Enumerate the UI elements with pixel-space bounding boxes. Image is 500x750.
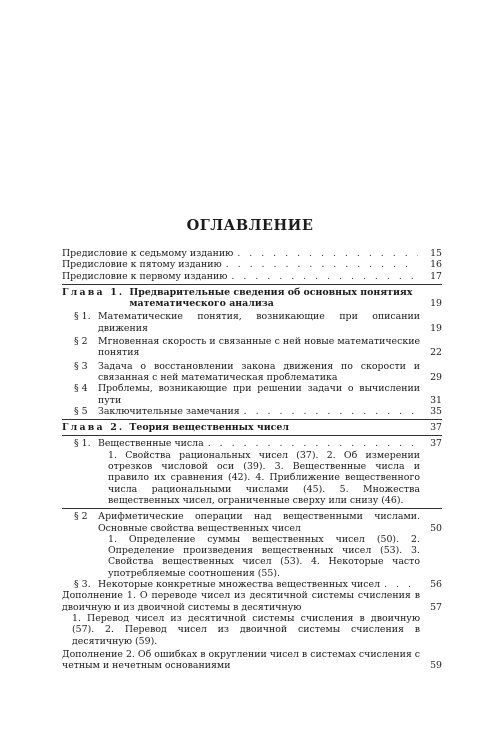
table-of-contents <box>62 248 442 671</box>
chapter-label: Глава 1. <box>62 286 125 298</box>
section-number: § 2 <box>74 511 88 523</box>
section-number: § 2 <box>74 336 88 348</box>
subsection-list: 1. Перевод чисел из десятичной системы счисления в двоичную (57). 2. Перевод чисел из двоичной системы счисления в десятичную (59). <box>72 612 420 647</box>
page-number: 19 <box>430 322 442 334</box>
section-title: Арифметические операции над вещественными числами. Основные свойства вещественных чисел <box>98 511 420 534</box>
appendix-text: Дополнение 1. О переводе чисел из десятичной системы счисления в двоичную и из двоичной системы в десятичную <box>62 590 420 613</box>
page-number: 29 <box>430 371 442 383</box>
page-number: 56 <box>430 579 442 591</box>
page-number: 31 <box>430 394 442 406</box>
appendix-1[interactable] <box>62 590 442 646</box>
section-text: Проблемы, возникающие при решении задачи о вычислении пути <box>98 383 420 406</box>
subsection-list: 1. Свойства рациональных чисел (37). 2. Об измерении отрезков числовой оси (39). 3. Вещественные числа и правило их сравнения (42). 4. Приближение вещественного числа рациональными числами (45). 5. Множества вещественных чисел, ограниченные сверху или снизу (46). <box>108 449 420 506</box>
dot-leader <box>231 271 418 282</box>
page-number: 37 <box>430 422 442 434</box>
page-number: 19 <box>430 298 442 310</box>
dot-leader <box>384 579 414 590</box>
chapter-1-section-4[interactable] <box>62 383 442 406</box>
page-number: 50 <box>430 522 442 534</box>
page-number: 57 <box>430 601 442 613</box>
section-text: Мгновенная скорость и связанные с ней новые математические понятия <box>98 336 420 359</box>
page-number: 35 <box>430 405 442 417</box>
subsection-list: 1. Определение суммы вещественных чисел (50). 2. Определение произведения вещественных чисел (53). 3. Свойства вещественных чисел (53). 4. Некоторые часто употребляемые соотношения (55). <box>108 533 420 579</box>
divider <box>62 508 442 509</box>
page-number: 16 <box>430 259 442 271</box>
section-text: Математические понятия, возникающие при описании движения <box>98 311 420 334</box>
page-number: 37 <box>430 438 442 450</box>
chapter-1-section-5[interactable] <box>62 406 442 417</box>
dot-leader <box>244 406 414 417</box>
page-number: 15 <box>430 248 442 259</box>
section-number: § 1. <box>74 438 91 450</box>
chapter-1-section-1[interactable] <box>62 311 442 334</box>
section-number: § 1. <box>74 311 91 323</box>
section-number: § 5 <box>74 405 88 417</box>
chapter-1-heading[interactable] <box>62 287 442 310</box>
toc-entry-preface-1[interactable] <box>62 271 442 282</box>
toc-entry-preface-5[interactable] <box>62 259 442 270</box>
chapter-1-section-3[interactable] <box>62 361 442 384</box>
dot-leader <box>226 259 418 270</box>
chapter-label: Глава 2. <box>62 422 125 434</box>
section-number: § 3 <box>74 360 88 372</box>
entry-text: Предисловие к седьмому изданию <box>62 248 234 259</box>
chapter-title: Теория вещественных чисел <box>129 422 289 434</box>
page-title: ОГЛАВЛЕНИЕ <box>186 217 314 234</box>
chapter-2-section-1[interactable] <box>62 438 442 506</box>
section-text: Заключительные замечания <box>98 405 240 417</box>
appendix-text: Дополнение 2. Об ошибках в округлении чисел в системах счисления с четным и нечетным основаниями <box>62 648 420 672</box>
chapter-title: Предварительные сведения об основных понятиях математического анализа <box>129 286 413 310</box>
section-title: Вещественные числа <box>98 438 204 450</box>
divider <box>62 419 442 420</box>
entry-text: Предисловие к первому изданию <box>62 270 228 282</box>
page-number: 22 <box>430 347 442 359</box>
chapter-1-section-2[interactable] <box>62 336 442 359</box>
dot-leader <box>237 248 418 259</box>
section-text: Задача о восстановлении закона движения по скорости и связанная с ней математическая проблематика <box>98 360 420 383</box>
page-number: 59 <box>430 660 442 672</box>
toc-entry-preface-7[interactable] <box>62 248 442 259</box>
section-text: Некоторые конкретные множества вещественных чисел <box>98 579 381 591</box>
divider <box>62 435 442 436</box>
section-number: § 4 <box>74 383 88 395</box>
section-number: § 3. <box>74 579 91 591</box>
chapter-2-section-3[interactable] <box>62 579 442 590</box>
chapter-2-section-2[interactable] <box>62 511 442 579</box>
chapter-2-heading[interactable] <box>62 422 442 433</box>
dot-leader <box>208 438 414 449</box>
entry-text: Предисловие к пятому изданию <box>62 259 222 271</box>
divider <box>62 284 442 285</box>
page-number: 17 <box>430 270 442 282</box>
appendix-2[interactable] <box>62 649 442 672</box>
